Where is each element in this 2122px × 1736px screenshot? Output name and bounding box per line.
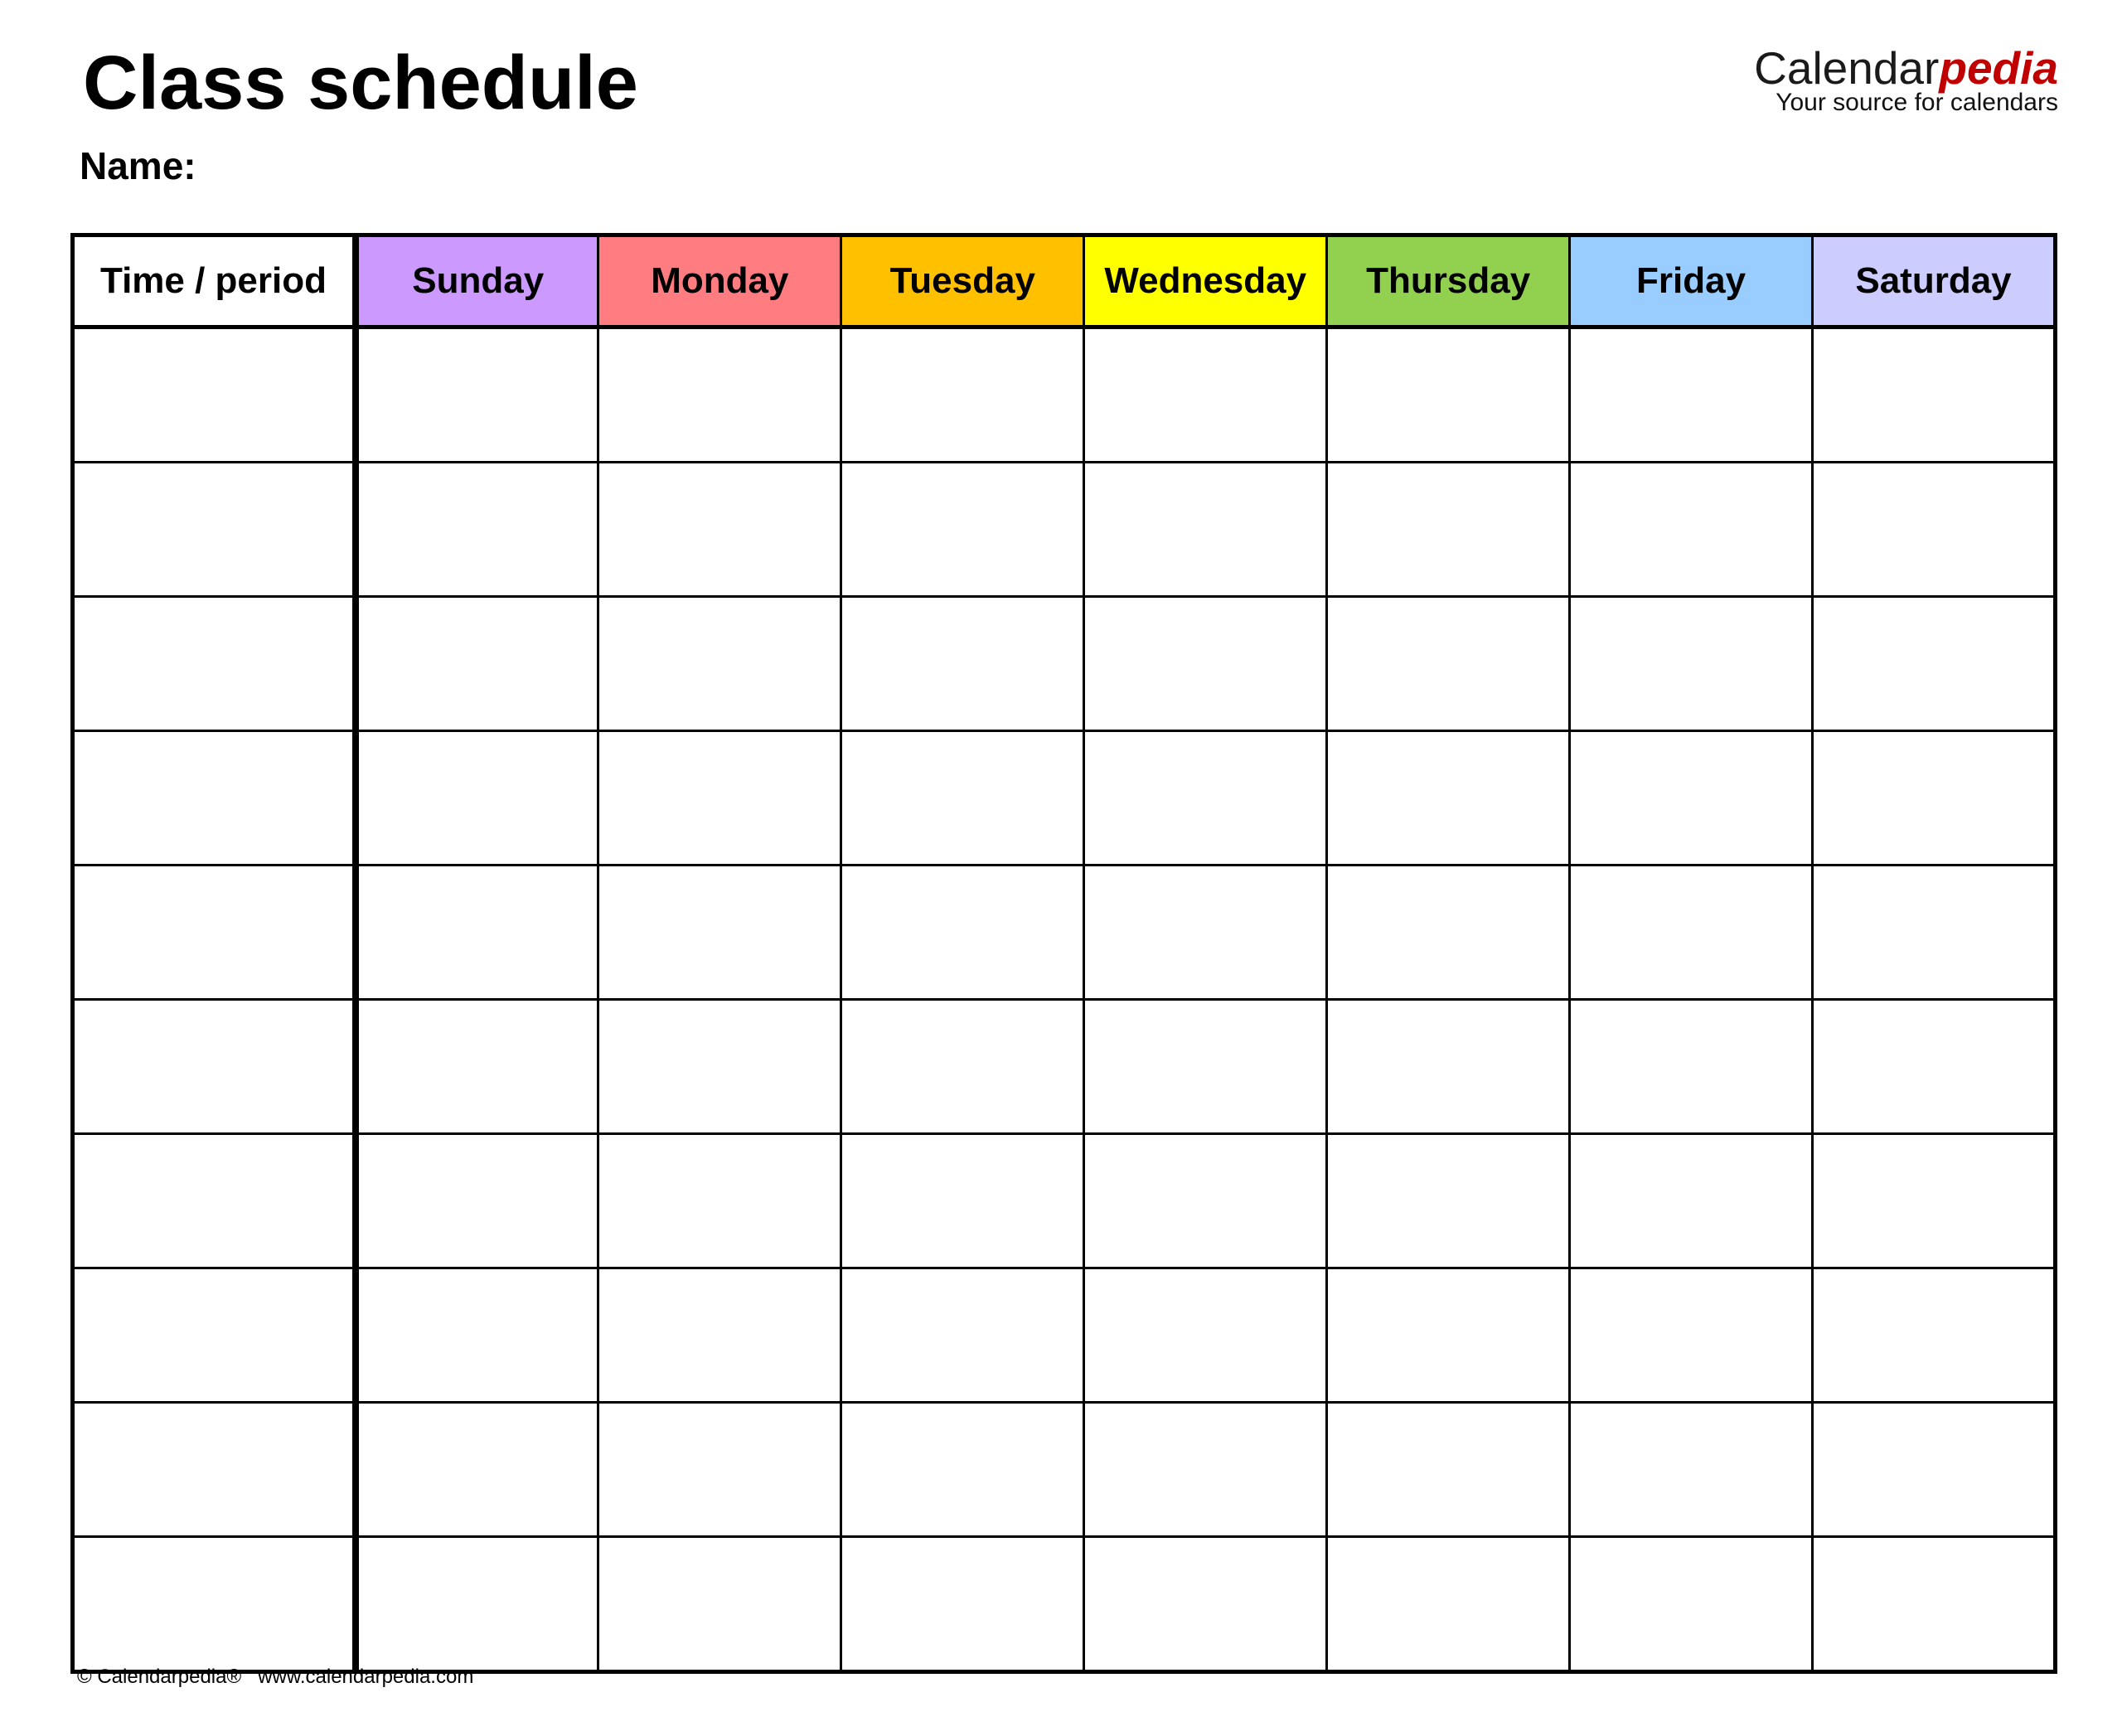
schedule-cell-thursday[interactable]: [1327, 463, 1570, 597]
time-period-cell[interactable]: [73, 866, 356, 1000]
schedule-cell-sunday[interactable]: [356, 866, 598, 1000]
schedule-cell-wednesday[interactable]: [1084, 1268, 1327, 1403]
schedule-cell-tuesday[interactable]: [841, 1537, 1084, 1672]
schedule-cell-monday[interactable]: [598, 327, 841, 463]
schedule-cell-friday[interactable]: [1570, 731, 1813, 866]
day-header-monday: Monday: [598, 235, 841, 327]
time-period-cell[interactable]: [73, 1537, 356, 1672]
name-label: Name:: [80, 144, 196, 187]
schedule-cell-sunday[interactable]: [356, 1134, 598, 1268]
schedule-cell-sunday[interactable]: [356, 1403, 598, 1537]
schedule-cell-thursday[interactable]: [1327, 1537, 1570, 1672]
schedule-cell-friday[interactable]: [1570, 1000, 1813, 1134]
time-period-cell[interactable]: [73, 463, 356, 597]
schedule-cell-friday[interactable]: [1570, 327, 1813, 463]
schedule-cell-sunday[interactable]: [356, 1268, 598, 1403]
schedule-row: [73, 731, 2056, 866]
logo-main-text: Calendar: [1754, 42, 1940, 94]
schedule-cell-friday[interactable]: [1570, 1268, 1813, 1403]
schedule-cell-tuesday[interactable]: [841, 327, 1084, 463]
schedule-row: [73, 327, 2056, 463]
calendarpedia-logo[interactable]: [1754, 43, 2058, 116]
schedule-cell-thursday[interactable]: [1327, 731, 1570, 866]
schedule-cell-sunday[interactable]: [356, 1537, 598, 1672]
schedule-cell-monday[interactable]: [598, 1537, 841, 1672]
schedule-cell-monday[interactable]: [598, 866, 841, 1000]
day-header-friday: Friday: [1570, 235, 1813, 327]
header-row: [73, 235, 2056, 327]
schedule-cell-friday[interactable]: [1570, 1134, 1813, 1268]
schedule-row: [73, 1000, 2056, 1134]
schedule-cell-monday[interactable]: [598, 1000, 841, 1134]
schedule-cell-wednesday[interactable]: [1084, 1537, 1327, 1672]
schedule-cell-saturday[interactable]: [1813, 731, 2056, 866]
time-period-cell[interactable]: [73, 1268, 356, 1403]
schedule-cell-monday[interactable]: [598, 731, 841, 866]
time-period-header: Time / period: [73, 235, 356, 327]
schedule-row: [73, 1134, 2056, 1268]
schedule-cell-sunday[interactable]: [356, 463, 598, 597]
schedule-cell-friday[interactable]: [1570, 1537, 1813, 1672]
day-header-thursday: Thursday: [1327, 235, 1570, 327]
schedule-cell-saturday[interactable]: [1813, 866, 2056, 1000]
schedule-cell-saturday[interactable]: [1813, 597, 2056, 731]
schedule-cell-friday[interactable]: [1570, 597, 1813, 731]
schedule-cell-tuesday[interactable]: [841, 1268, 1084, 1403]
logo-wordmark: [1754, 43, 2058, 93]
schedule-cell-saturday[interactable]: [1813, 1403, 2056, 1537]
schedule-cell-wednesday[interactable]: [1084, 1134, 1327, 1268]
schedule-cell-monday[interactable]: [598, 1268, 841, 1403]
schedule-cell-sunday[interactable]: [356, 327, 598, 463]
schedule-cell-wednesday[interactable]: [1084, 327, 1327, 463]
day-header-wednesday: Wednesday: [1084, 235, 1327, 327]
schedule-cell-thursday[interactable]: [1327, 1134, 1570, 1268]
footer-copyright: © Calendarpedia®: [77, 1666, 242, 1688]
time-period-cell[interactable]: [73, 327, 356, 463]
schedule-cell-tuesday[interactable]: [841, 866, 1084, 1000]
schedule-cell-sunday[interactable]: [356, 1000, 598, 1134]
schedule-cell-tuesday[interactable]: [841, 1403, 1084, 1537]
schedule-cell-tuesday[interactable]: [841, 1000, 1084, 1134]
time-period-cell[interactable]: [73, 731, 356, 866]
schedule-cell-thursday[interactable]: [1327, 327, 1570, 463]
schedule-cell-saturday[interactable]: [1813, 1537, 2056, 1672]
schedule-cell-thursday[interactable]: [1327, 1268, 1570, 1403]
schedule-cell-thursday[interactable]: [1327, 1000, 1570, 1134]
schedule-row: [73, 1403, 2056, 1537]
schedule-cell-saturday[interactable]: [1813, 1134, 2056, 1268]
schedule-cell-monday[interactable]: [598, 463, 841, 597]
schedule-cell-tuesday[interactable]: [841, 597, 1084, 731]
time-period-cell[interactable]: [73, 1000, 356, 1134]
schedule-cell-monday[interactable]: [598, 1403, 841, 1537]
schedule-cell-friday[interactable]: [1570, 866, 1813, 1000]
schedule-cell-monday[interactable]: [598, 597, 841, 731]
schedule-cell-wednesday[interactable]: [1084, 1000, 1327, 1134]
page-title: Class schedule: [83, 41, 638, 125]
time-period-cell[interactable]: [73, 1403, 356, 1537]
day-header-tuesday: Tuesday: [841, 235, 1084, 327]
footer-url[interactable]: www.calendarpedia.com: [258, 1666, 474, 1688]
schedule-cell-saturday[interactable]: [1813, 1268, 2056, 1403]
class-schedule-table: [70, 233, 2057, 1674]
schedule-cell-tuesday[interactable]: [841, 731, 1084, 866]
time-period-cell[interactable]: [73, 1134, 356, 1268]
schedule-row: [73, 1537, 2056, 1672]
day-header-saturday: Saturday: [1813, 235, 2056, 327]
footer: [77, 1665, 473, 1690]
schedule-cell-sunday[interactable]: [356, 731, 598, 866]
schedule-cell-friday[interactable]: [1570, 463, 1813, 597]
logo-accent-text: pedia: [1939, 42, 2058, 94]
schedule-cell-thursday[interactable]: [1327, 866, 1570, 1000]
schedule-row: [73, 463, 2056, 597]
schedule-body: [73, 327, 2056, 1672]
schedule-cell-saturday[interactable]: [1813, 463, 2056, 597]
schedule-cell-wednesday[interactable]: [1084, 866, 1327, 1000]
day-header-sunday: Sunday: [356, 235, 598, 327]
schedule-cell-saturday[interactable]: [1813, 1000, 2056, 1134]
schedule-cell-wednesday[interactable]: [1084, 463, 1327, 597]
schedule-cell-wednesday[interactable]: [1084, 597, 1327, 731]
schedule-row: [73, 1268, 2056, 1403]
schedule-cell-wednesday[interactable]: [1084, 731, 1327, 866]
logo-tagline: Your source for calendars: [1776, 89, 2058, 116]
schedule-cell-monday[interactable]: [598, 1134, 841, 1268]
schedule-row: [73, 597, 2056, 731]
schedule-cell-tuesday[interactable]: [841, 1134, 1084, 1268]
schedule-row: [73, 866, 2056, 1000]
schedule-cell-friday[interactable]: [1570, 1403, 1813, 1537]
schedule-cell-thursday[interactable]: [1327, 1403, 1570, 1537]
time-period-cell[interactable]: [73, 597, 356, 731]
schedule-cell-saturday[interactable]: [1813, 327, 2056, 463]
schedule-cell-thursday[interactable]: [1327, 597, 1570, 731]
schedule-cell-tuesday[interactable]: [841, 463, 1084, 597]
schedule-cell-sunday[interactable]: [356, 597, 598, 731]
schedule-cell-wednesday[interactable]: [1084, 1403, 1327, 1537]
